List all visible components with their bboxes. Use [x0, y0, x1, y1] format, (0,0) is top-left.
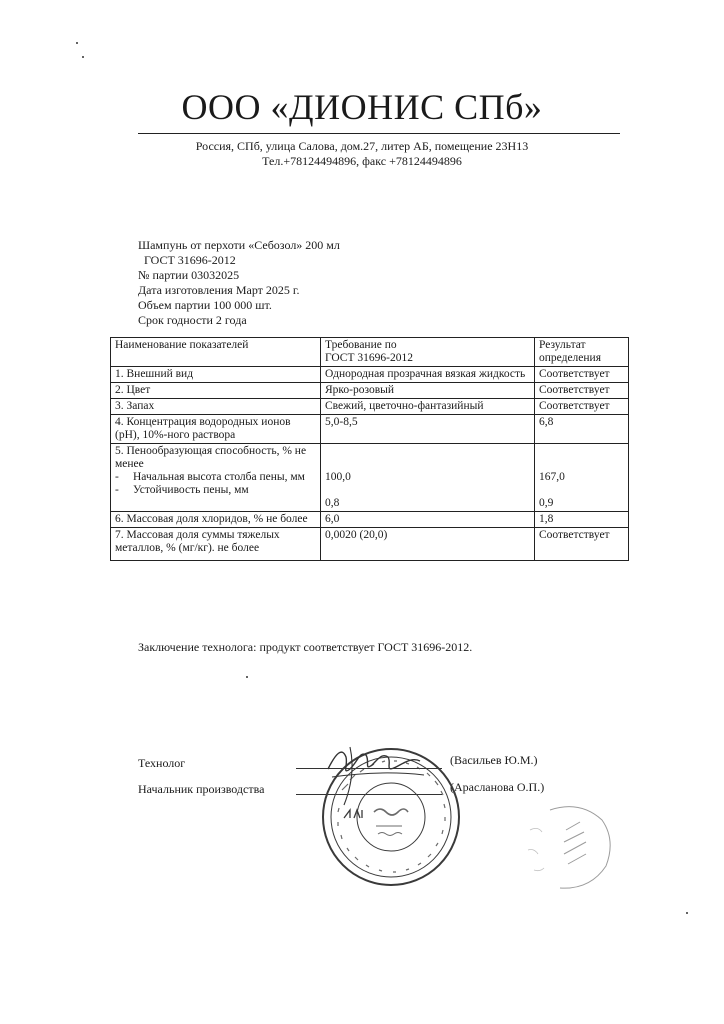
- specification-table: [110, 337, 629, 561]
- technologist-name: (Васильев Ю.М.): [450, 753, 538, 767]
- head-name: (Арасланова О.П.): [450, 780, 545, 794]
- table-row: [111, 528, 629, 561]
- scan-speck: [686, 912, 688, 914]
- scan-speck: [246, 676, 248, 678]
- row-requirement: Однородная прозрачная вязкая жидкость: [321, 367, 535, 383]
- foam-stability-label: Устойчивость пены, мм: [133, 484, 249, 496]
- table-header-row: [111, 338, 629, 367]
- header-requirement-line2: ГОСТ 31696-2012: [325, 352, 413, 364]
- foam-stability-requirement: 0,8: [325, 497, 340, 509]
- head-role: Начальник производства: [138, 782, 265, 796]
- product-manufactured: Дата изготовления Март 2025 г.: [138, 283, 300, 297]
- header-result: [535, 338, 629, 367]
- product-shelf-life: Срок годности 2 года: [138, 313, 247, 327]
- company-address: Россия, СПб, улица Салова, дом.27, литер АБ, помещение 23Н13: [195, 139, 529, 153]
- row-requirement: 0,0020 (20,0): [321, 528, 535, 561]
- foam-height-label: Начальная высота столба пены, мм: [133, 471, 305, 483]
- row-result: Соответствует: [535, 367, 629, 383]
- scan-speck: [76, 42, 78, 44]
- foam-dash: -: [115, 471, 119, 483]
- product-info: [138, 238, 340, 328]
- foam-height-result: 167,0: [539, 471, 565, 483]
- scan-speck: [82, 56, 84, 58]
- row-indicator: 1. Внешний вид: [111, 367, 321, 383]
- table-row: [111, 399, 629, 415]
- row-indicator: 4. Концентрация водородных ионов (рН), 10%-ного раствора: [111, 415, 321, 444]
- product-name: Шампунь от перхоти «Себозол» 200 мл: [138, 238, 340, 252]
- product-volume: Объем партии 100 000 шт.: [138, 298, 272, 312]
- technologist-role: Технолог: [138, 756, 186, 770]
- row-result: Соответствует: [535, 383, 629, 399]
- header-indicator: Наименование показателей: [111, 338, 321, 367]
- foam-stability-item: [115, 484, 316, 497]
- row-indicator: 7. Массовая доля суммы тяжелых металлов, % (мг/кг). не более: [111, 528, 321, 561]
- foam-indicator: [111, 444, 321, 512]
- row-indicator: 2. Цвет: [111, 383, 321, 399]
- table-row: [111, 512, 629, 528]
- header-requirement-line1: Требование по: [325, 339, 397, 351]
- row-result: 1,8: [535, 512, 629, 528]
- header-requirement: [321, 338, 535, 367]
- foam-result: [535, 444, 629, 512]
- foam-height-requirement: 100,0: [325, 471, 351, 483]
- table-row: [111, 367, 629, 383]
- foam-stability-result: 0,9: [539, 497, 554, 509]
- header-result-line1: Результат: [539, 339, 586, 351]
- company-contacts: Тел.+78124494896, факс +78124494896: [262, 154, 462, 168]
- technologist-conclusion: Заключение технолога: продукт соответствует ГОСТ 31696-2012.: [138, 640, 473, 654]
- row-requirement: 5,0-8,5: [321, 415, 535, 444]
- header-result-line2: определения: [539, 352, 602, 364]
- row-requirement: 6,0: [321, 512, 535, 528]
- technologist-signature: [320, 735, 430, 815]
- foam-dash: -: [115, 484, 119, 496]
- row-indicator: 3. Запах: [111, 399, 321, 415]
- row-result: Соответствует: [535, 528, 629, 561]
- table-row: [111, 415, 629, 444]
- row-result: 6,8: [535, 415, 629, 444]
- product-standard: ГОСТ 31696-2012: [144, 253, 236, 267]
- row-result: Соответствует: [535, 399, 629, 415]
- header-rule: [138, 133, 620, 134]
- foam-height-item: [115, 471, 316, 484]
- table-row-foam: [111, 444, 629, 512]
- table-row: [111, 383, 629, 399]
- row-requirement: Свежий, цветочно-фантазийный: [321, 399, 535, 415]
- row-requirement: Ярко-розовый: [321, 383, 535, 399]
- foam-requirement: [321, 444, 535, 512]
- product-batch: № партии 03032025: [138, 268, 240, 282]
- foam-title: 5. Пенообразующая способность, % не менее: [115, 445, 307, 470]
- company-name: ООО «ДИОНИС СПб»: [181, 87, 543, 127]
- row-indicator: 6. Массовая доля хлоридов, % не более: [111, 512, 321, 528]
- faint-stamp: [520, 790, 620, 900]
